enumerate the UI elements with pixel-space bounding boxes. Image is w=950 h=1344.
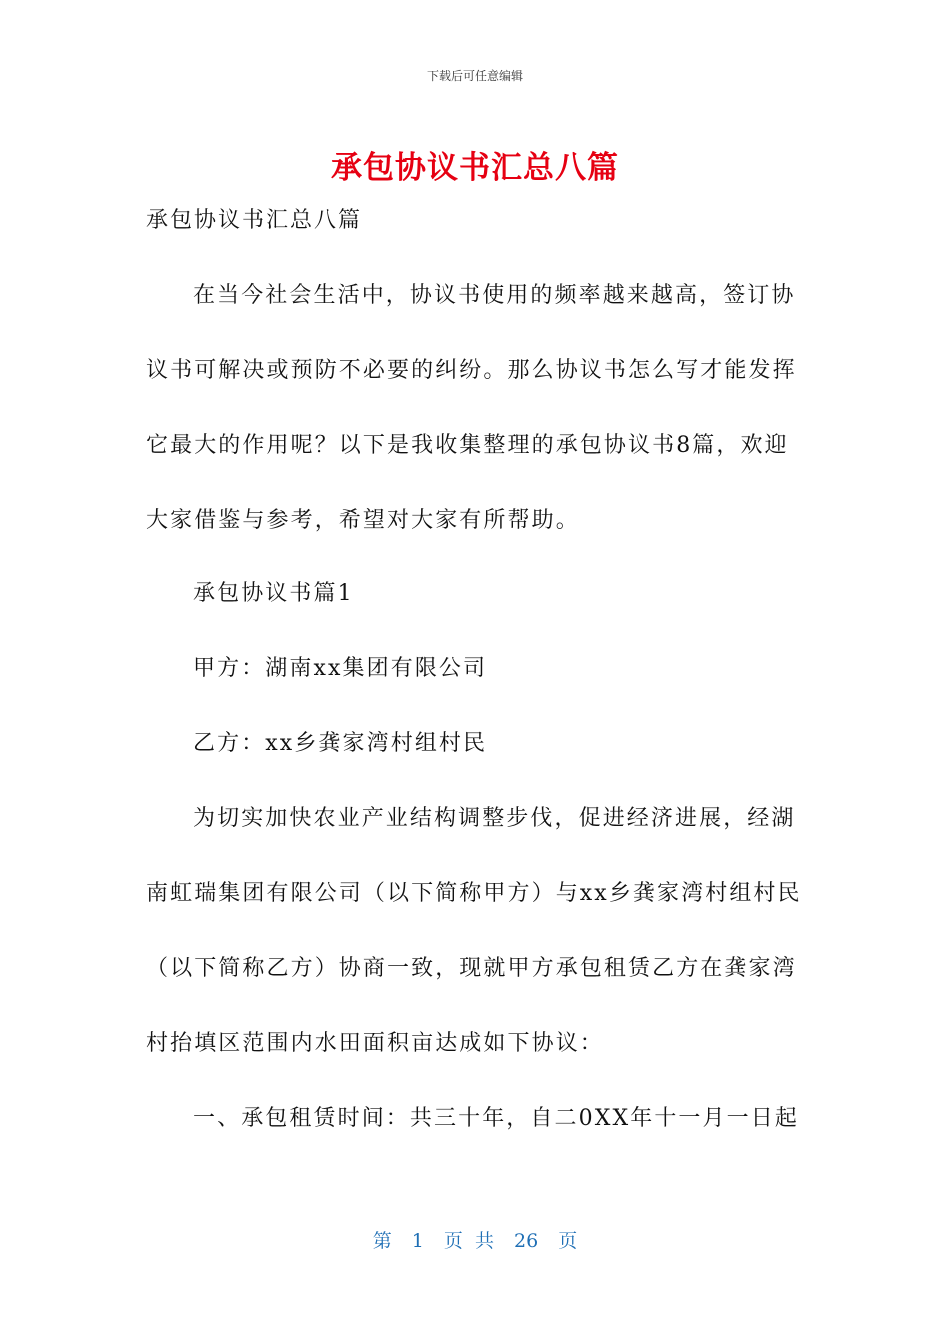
page-prefix: 第 bbox=[372, 1230, 392, 1252]
page-total: 26 bbox=[514, 1230, 539, 1252]
page-suffix: 页 bbox=[558, 1230, 578, 1252]
header-note: 下载后可任意编辑 bbox=[426, 69, 523, 83]
clause-1-line: 一、承包租赁时间：共三十年，自二0XX年十一月一日起 bbox=[193, 1106, 799, 1131]
page-number: 1 bbox=[411, 1230, 424, 1252]
purpose-paragraph: 为切实加快农业产业结构调整步伐，促进经济进展，经湖南虹瑞集团有限公司（以下简称甲方）与xx乡龚家湾村组村民（以下简称乙方）协商一致，现就甲方承包租赁乙方在龚家湾村抬填区范围内水田面积亩达成如下协议： bbox=[146, 806, 802, 1056]
section-heading: 承包协议书篇1 bbox=[193, 581, 354, 606]
intro-block bbox=[146, 258, 806, 558]
section-block bbox=[146, 556, 806, 1156]
intro-paragraph: 在当今社会生活中，协议书使用的频率越来越高，签订协议书可解决或预防不必要的纠纷。那么协议书怎么写才能发挥它最大的作用呢？以下是我收集整理的承包协议书8篇，欢迎大家借鉴与参考，希望对大家有所帮助。 bbox=[146, 283, 797, 533]
party-a-line: 甲方：湖南xx集团有限公司 bbox=[193, 656, 488, 681]
page-footer bbox=[0, 1226, 950, 1253]
document-subtitle: 承包协议书汇总八篇 bbox=[146, 208, 363, 233]
party-b-line: 乙方：xx乡龚家湾村组村民 bbox=[193, 731, 488, 756]
document-title: 承包协议书汇总八篇 bbox=[331, 150, 619, 186]
page-mid: 页 共 bbox=[443, 1230, 494, 1252]
